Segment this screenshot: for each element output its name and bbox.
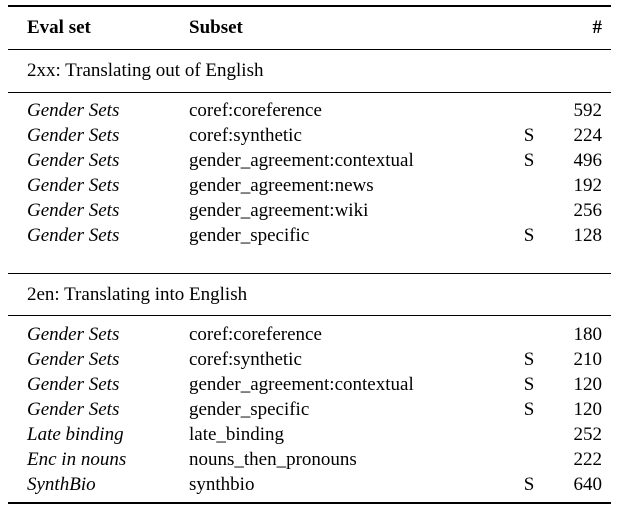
table-header [0, 15, 617, 40]
subset-cell: gender_agreement:contextual [189, 150, 414, 171]
subset-cell: synthbio [189, 474, 255, 495]
count-cell: 192 [573, 175, 602, 196]
subset-cell: gender_specific [189, 399, 310, 420]
count-cell: 180 [573, 324, 602, 345]
table-row [0, 397, 617, 422]
subset-cell: late_binding [189, 424, 284, 445]
flag-cell: S [523, 225, 535, 246]
subset-cell: coref:coreference [189, 324, 322, 345]
eval-set-cell: Gender Sets [27, 399, 120, 420]
section-rule [8, 315, 611, 316]
section-title [0, 282, 617, 307]
bottom-rule [8, 502, 611, 504]
subset-cell: coref:coreference [189, 100, 322, 121]
eval-set-cell: Gender Sets [27, 175, 120, 196]
count-cell: 640 [573, 474, 602, 495]
subset-cell: gender_specific [189, 225, 310, 246]
flag-cell: S [523, 150, 535, 171]
subset-cell: gender_agreement:news [189, 175, 374, 196]
subset-cell: gender_agreement:wiki [189, 200, 369, 221]
subset-cell: nouns_then_pronouns [189, 449, 357, 470]
eval-set-cell: Gender Sets [27, 150, 120, 171]
count-cell: 222 [573, 449, 602, 470]
flag-cell: S [523, 474, 535, 495]
eval-set-cell: Gender Sets [27, 374, 120, 395]
count-cell: 256 [573, 200, 602, 221]
table-row [0, 472, 617, 497]
eval-set-cell: Late binding [27, 424, 124, 445]
count-cell: 120 [573, 399, 602, 420]
table-row [0, 347, 617, 372]
table-row [0, 173, 617, 198]
table-row [0, 223, 617, 248]
count-cell: 592 [573, 100, 602, 121]
section-title [0, 58, 617, 83]
table-row [0, 372, 617, 397]
eval-set-cell: Gender Sets [27, 225, 120, 246]
section-title-text: 2en: Translating into English [27, 284, 248, 305]
count-cell: 128 [573, 225, 602, 246]
flag-cell: S [523, 374, 535, 395]
header-count: # [592, 17, 602, 38]
table-row [0, 198, 617, 223]
header-subset: Subset [189, 17, 243, 38]
count-cell: 210 [573, 349, 602, 370]
count-cell: 224 [573, 125, 602, 146]
eval-set-cell: Gender Sets [27, 200, 120, 221]
eval-set-cell: Enc in nouns [27, 449, 127, 470]
count-cell: 496 [573, 150, 602, 171]
flag-cell: S [523, 399, 535, 420]
count-cell: 252 [573, 424, 602, 445]
table-row [0, 148, 617, 173]
eval-set-cell: Gender Sets [27, 100, 120, 121]
table-row [0, 98, 617, 123]
top-rule [8, 5, 611, 7]
section-rule [8, 92, 611, 93]
flag-cell: S [523, 125, 535, 146]
section-title-text: 2xx: Translating out of English [27, 60, 264, 81]
eval-set-cell: SynthBio [27, 474, 96, 495]
eval-set-cell: Gender Sets [27, 349, 120, 370]
header-eval-set: Eval set [27, 17, 91, 38]
eval-set-cell: Gender Sets [27, 324, 120, 345]
subset-cell: gender_agreement:contextual [189, 374, 414, 395]
section-divider-rule [8, 273, 611, 274]
table-row [0, 422, 617, 447]
flag-cell: S [523, 349, 535, 370]
count-cell: 120 [573, 374, 602, 395]
header-rule [8, 49, 611, 50]
table-row [0, 322, 617, 347]
subset-cell: coref:synthetic [189, 125, 302, 146]
table-row [0, 447, 617, 472]
table-row [0, 123, 617, 148]
eval-set-cell: Gender Sets [27, 125, 120, 146]
subset-cell: coref:synthetic [189, 349, 302, 370]
